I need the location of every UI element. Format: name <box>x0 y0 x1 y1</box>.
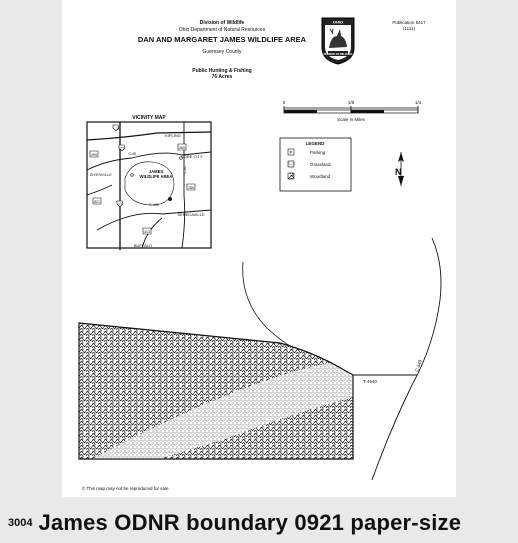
map-title: DAN AND MARGARET JAMES WILDLIFE AREA <box>137 35 307 44</box>
vicinity-map-title: VICINITY MAP <box>132 115 166 121</box>
publication-date: (1111) <box>402 26 415 31</box>
place-kipling: KIPLING <box>165 133 181 138</box>
department-name: Ohio Department of Natural Resources <box>178 27 266 33</box>
route-285: 285 <box>188 186 194 190</box>
route-313: 313 <box>144 230 150 234</box>
map-sheet <box>62 0 456 497</box>
wildlife-area-tract <box>79 323 362 470</box>
agency-name: Division of Wildlife <box>199 20 245 26</box>
copyright-notice: © This map may not be reproduced for sale. <box>82 486 170 491</box>
image-caption <box>8 510 518 536</box>
area-label-line2: WILDLIFE AREA <box>139 174 173 179</box>
place-buffalo: BUFFALO <box>133 243 153 248</box>
place-byesville: BYESVILLE <box>90 172 112 177</box>
place-senecaville: SENECAVILLE <box>177 212 205 217</box>
scale-tick-1: 1/8 <box>347 100 355 105</box>
north-label: N <box>395 167 402 177</box>
caption-text: James ODNR boundary 0921 paper-size <box>38 510 462 535</box>
route-c65: C-65 <box>183 166 187 174</box>
legend <box>280 138 351 191</box>
scale-tick-0: 0 <box>282 100 286 105</box>
scale-tick-2: 1/4 <box>414 100 422 105</box>
north-arrow-icon <box>395 152 404 186</box>
county-road-label: C-549 <box>414 359 423 373</box>
legend-parking-label: Parking <box>310 150 326 155</box>
route-77-south: 77 <box>118 203 122 207</box>
route-209: 209 <box>91 153 97 157</box>
route-70: 70 <box>116 127 120 131</box>
acreage-label: 76 Acres <box>211 74 233 80</box>
legend-parking-symbol: P <box>289 150 293 155</box>
legend-grassland-label: Grassland <box>310 162 331 167</box>
route-265: 265 <box>179 146 185 150</box>
area-label-line1: JAMES <box>148 169 164 174</box>
legend-woodland-label: Woodland <box>310 174 331 179</box>
route-c402: C-402 <box>149 203 159 207</box>
badge-top-text: OHIO <box>332 19 344 25</box>
legend-title: LEGEND <box>305 141 325 146</box>
county-road-c549 <box>372 238 441 480</box>
vicinity-map <box>87 115 211 250</box>
main-map <box>62 0 456 497</box>
route-c48: C-48 <box>128 152 136 156</box>
route-821: 821 <box>94 200 100 204</box>
use-label: Public Hunting & Fishing <box>192 68 252 74</box>
scale-label: Scale in Miles <box>337 117 365 122</box>
county-name: Guernsey County <box>202 49 242 55</box>
route-77-north: 77 <box>120 147 124 151</box>
caption-number: 3004 <box>8 517 33 529</box>
scale-bar <box>283 100 422 122</box>
badge-bottom-text: DIVISION OF WILDLIFE <box>323 53 353 56</box>
township-road-label: T-4540 <box>363 379 378 384</box>
legend-grassland-swatch <box>288 161 294 167</box>
place-lore-city: LORE CITY <box>181 154 203 159</box>
legend-woodland-swatch <box>288 173 294 179</box>
publication-number: Publication 5417 <box>392 20 426 25</box>
